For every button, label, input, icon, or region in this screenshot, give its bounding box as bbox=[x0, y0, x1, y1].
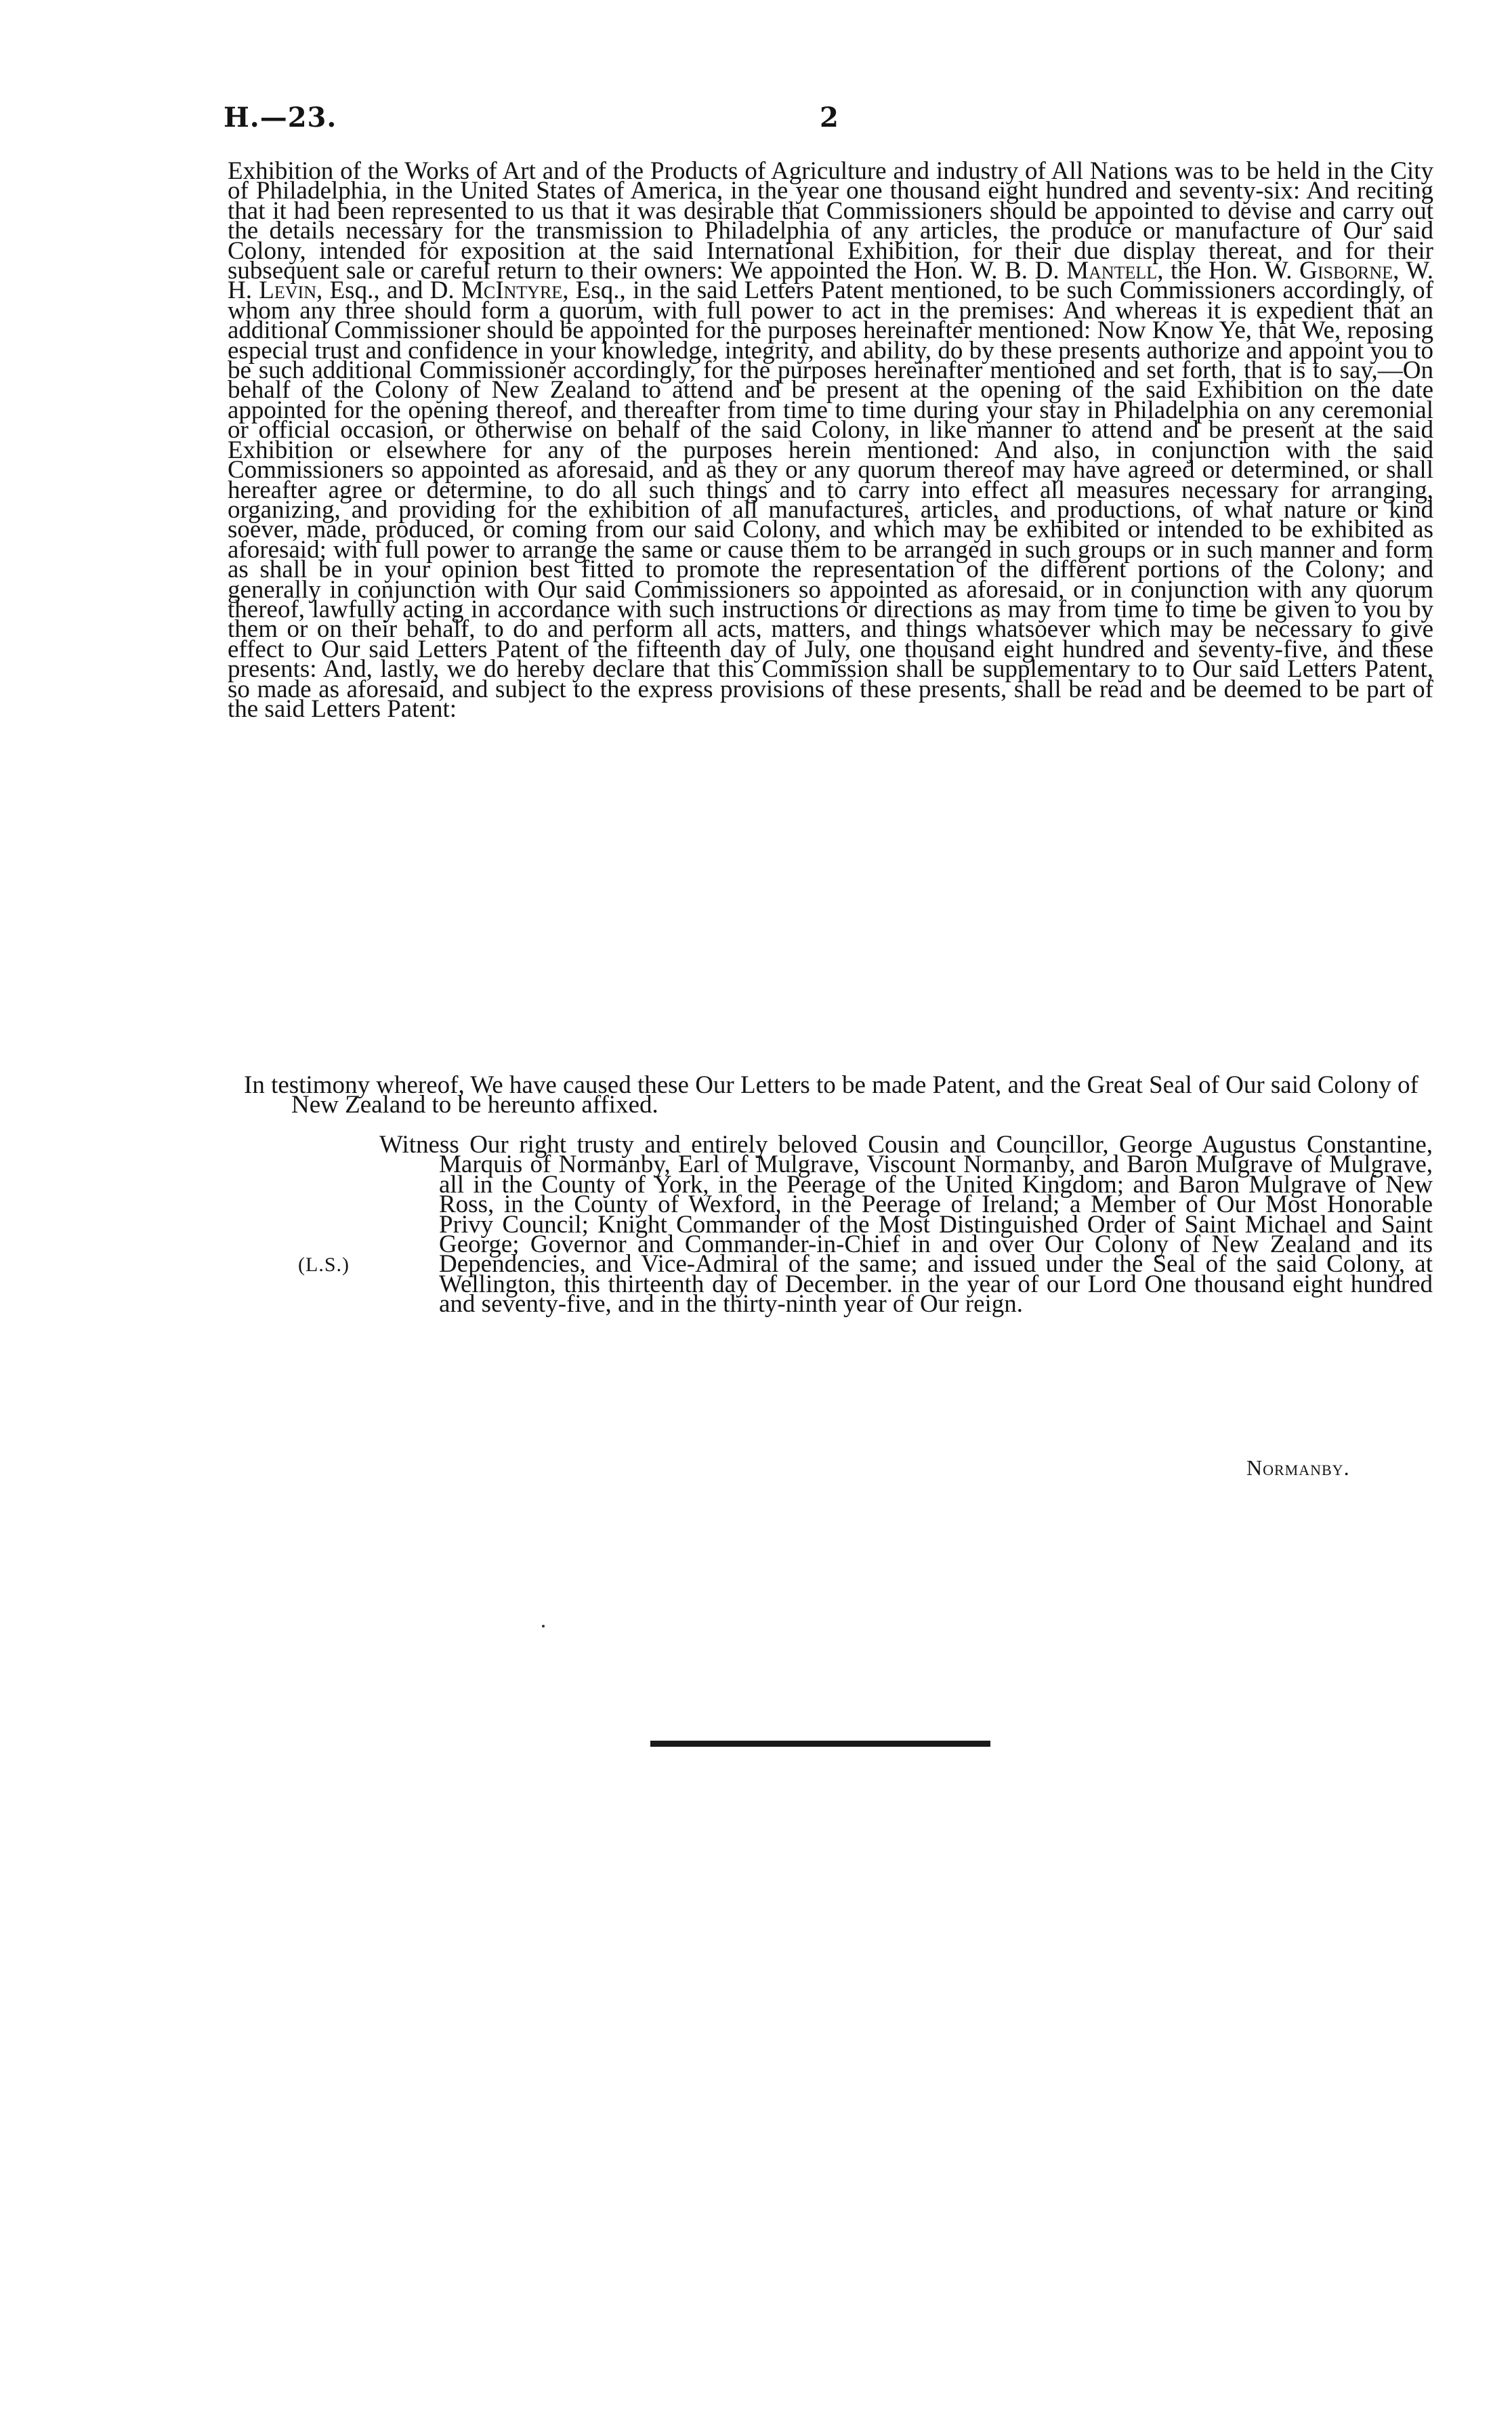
commission-body bbox=[228, 157, 1434, 723]
page-header bbox=[224, 102, 1423, 142]
body-text-part-3: , W. H. bbox=[228, 257, 1434, 305]
body-text-part-5: , Esq., in the said Letters Patent mentioned, to be such Commissioners accordingly, of whom any three should form a quorum, with full power to act in the premises: And whereas it is expedient that an additional Commissioner should be appointed for the purposes hereinafter mentioned: Now Know Ye, that We, reposing especial trust and confidence in your knowledge, integrity, and ability, do by these presents authorize and appoint you to be such additional Commissioner accordingly, for the purposes hereinafter mentioned and set forth, that is to say,—On behalf of the Colony of New Zealand to attend and be present at the opening of the said Exhibition on the date appointed for the opening thereof, and thereafter from time to time during your stay in Philadelphia on any ceremonial or official occasion, or otherwise on behalf of the said Colony, in like manner to attend and be present at the said Exhibition or elsewhere for any of the purposes herein mentioned: And also, in conjunction with the said Commissioners so appointed as aforesaid, and as they or any quorum thereof may have agreed or determined, or shall hereafter agree or determine, to do all such things and to carry into effect all measures necessary for arranging, organizing, and providing for the exhibition of all manufactures, articles, and productions, of what nature or kind soever, made, produced, or coming from our said Colony, and which may be exhibited or intended to be exhibited as aforesaid; with full power to arrange the same or cause them to be arranged in such groups or in such manner and form as shall be in your opinion best fitted to promote the representation of the different portions of the Colony; and generally in conjunction with Our said Commissioners so appointed as aforesaid, or in conjunction with any quorum thereof, lawfully acting in accordance with such instructions or directions as may from time to time be given to you by them or on their behalf, to do and perform all acts, matters, and things whatsoever which may be necessary to give effect to Our said Letters Patent of the fifteenth day of July, one thousand eight hundred and seventy-five, and these presents: And, lastly, we do hereby declare that this Commission shall be supplementary to to Our said Letters Patent, so made as aforesaid, and subject to the express provisions of these presents, shall be read and be deemed to be part of the said Letters Patent: bbox=[228, 276, 1433, 723]
body-text-part-1: Exhibition of the Works of Art and of the Products of Agriculture and industry of All Nations was to be held in the City of Philadelphia, in the United States of America, in the year one thousand eight hundred and seventy-six: And reciting that it had been represented to us that it was desirable that Commissioners should be appointed to devise and carry out the details necessary for the transmission to Philadelphia of any articles, the produce or manufacture of Our said Colony, intended for exposition at the said International Exhibition, for their due display thereat, and for their subsequent sale or careful return to their owners: We appointed the Hon. W. B. D. bbox=[228, 157, 1433, 285]
testimony-clause bbox=[228, 1071, 1433, 1119]
body-text-part-2: , the Hon. W. bbox=[1157, 257, 1300, 285]
body-text-part-4: , Esq., and D. bbox=[316, 276, 461, 305]
body-paragraph bbox=[228, 157, 1434, 723]
name-mantell: Mantell bbox=[1066, 257, 1158, 285]
stray-mark bbox=[542, 1625, 545, 1628]
seal-mark: (L.S.) bbox=[298, 1253, 350, 1276]
name-mcintyre: McIntyre bbox=[461, 276, 563, 305]
end-rule bbox=[650, 1741, 990, 1747]
name-levin: Levin bbox=[259, 276, 316, 305]
witness-text: Witness Our right trusty and entirely beloved Cousin and Councillor, George Augustus Constantine, Marquis of Normanby, Earl of Mulgrave, Viscount Normanby, and Baron Mulgrave of Mulgrave, all in the County of York, in the Peerage of the United Kingdom; and Baron Mulgrave of New Ross, in the County of Wexford, in the Peerage of Ireland; a Member of Our Most Honorable Privy Council; Knight Commander of the Most Distinguished Order of Saint Michael and Saint George; Governor and Commander-in-Chief in and over Our Colony of New Zealand and its Dependencies, and Vice-Admiral of the same; and issued under the Seal of the said Colony, at Wellington, this thirteenth day of December. in the year of our Lord One thousand eight hundred and seventy-five, and in the thirty-ninth year of Our reign. bbox=[379, 1131, 1433, 1319]
signature: Normanby. bbox=[1246, 1455, 1350, 1480]
witness-clause bbox=[379, 1131, 1433, 1319]
name-gisborne: Gisborne bbox=[1299, 257, 1393, 285]
testimony-text: In testimony whereof, We have caused these Our Letters to be made Patent, and the Great Seal of Our said Colony of New Zealand to be hereunto affixed. bbox=[244, 1071, 1419, 1119]
paper-reference: H.—23. bbox=[224, 102, 337, 133]
page-number: 2 bbox=[820, 102, 839, 133]
